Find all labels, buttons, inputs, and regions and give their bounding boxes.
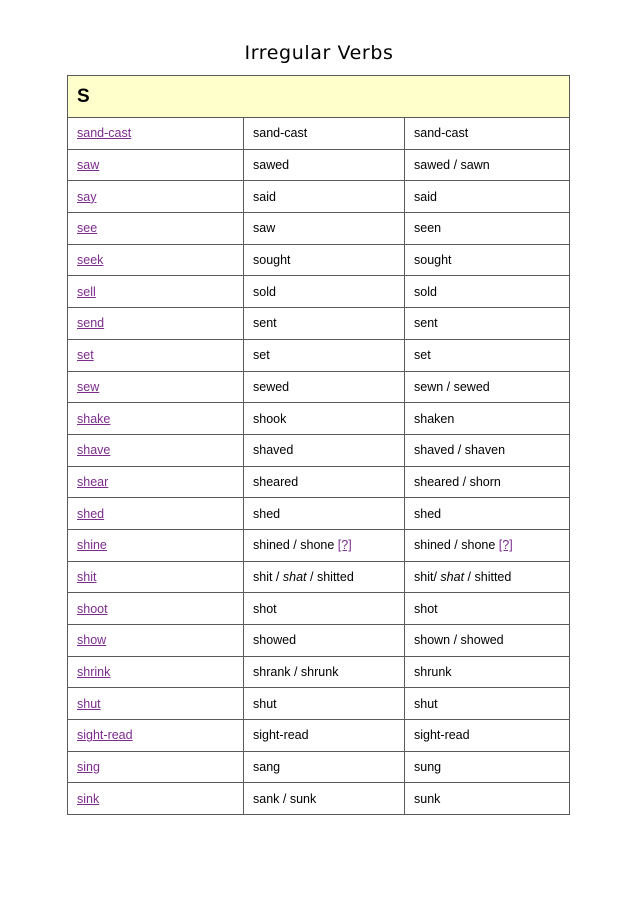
base-form-cell (68, 308, 244, 340)
past-simple-cell: shot (244, 593, 405, 625)
past-simple-cell: shook (244, 403, 405, 435)
past-participle-cell: seen (405, 213, 570, 245)
past-simple-cell: saw (244, 213, 405, 245)
past-participle-cell: shaved / shaven (405, 434, 570, 466)
verb-link[interactable]: sink (77, 791, 100, 806)
past-simple-cell: sang (244, 751, 405, 783)
past-participle-cell: shrunk (405, 656, 570, 688)
verb-link[interactable]: shine (77, 538, 107, 553)
table-row (68, 656, 570, 688)
reference-link[interactable]: [?] (498, 538, 513, 553)
base-form-cell (68, 783, 244, 815)
past-participle-cell: shown / showed (405, 625, 570, 657)
past-simple-cell: set (244, 339, 405, 371)
past-participle-cell: sheared / shorn (405, 466, 570, 498)
verb-link[interactable]: shoot (77, 601, 108, 616)
verb-link[interactable]: see (77, 221, 98, 236)
table-row (68, 149, 570, 181)
table-row (68, 751, 570, 783)
verb-table (67, 75, 570, 815)
verb-link[interactable]: shit (77, 569, 97, 584)
base-form-cell (68, 593, 244, 625)
base-form-cell (68, 688, 244, 720)
past-simple-cell: sought (244, 244, 405, 276)
past-participle-cell: sunk (405, 783, 570, 815)
past-simple-cell: shut (244, 688, 405, 720)
past-participle-text: shit/ (414, 569, 437, 584)
reference-link[interactable]: [?] (337, 538, 352, 553)
past-participle-cell: sung (405, 751, 570, 783)
table-row (68, 118, 570, 150)
section-letter: S (68, 76, 570, 118)
base-form-cell (68, 498, 244, 530)
past-participle-cell: shed (405, 498, 570, 530)
table-row (68, 625, 570, 657)
past-simple-cell: shed (244, 498, 405, 530)
past-participle-cell: sewn / sewed (405, 371, 570, 403)
verb-link[interactable]: shed (77, 506, 105, 521)
base-form-cell (68, 213, 244, 245)
past-simple-cell: said (244, 181, 405, 213)
past-participle-cell: sawed / sawn (405, 149, 570, 181)
past-simple-cell: shaved (244, 434, 405, 466)
past-simple-variant: shat (282, 569, 307, 584)
past-simple-cell: sewed (244, 371, 405, 403)
verb-link[interactable]: set (77, 348, 94, 363)
past-simple-cell: sank / sunk (244, 783, 405, 815)
past-simple-cell: sold (244, 276, 405, 308)
base-form-cell (68, 656, 244, 688)
base-form-cell (68, 720, 244, 752)
base-form-cell (68, 751, 244, 783)
past-simple-cell: sheared (244, 466, 405, 498)
base-form-cell (68, 118, 244, 150)
page-title: Irregular Verbs (244, 42, 394, 64)
table-row (68, 466, 570, 498)
table-row (68, 434, 570, 466)
table-row (68, 371, 570, 403)
past-simple-cell (244, 529, 405, 561)
verb-link[interactable]: shut (77, 696, 101, 711)
verb-link[interactable]: shrink (77, 665, 111, 680)
past-participle-cell: shaken (405, 403, 570, 435)
table-row (68, 688, 570, 720)
past-participle-text: shined / shone (414, 538, 496, 553)
table-row (68, 720, 570, 752)
past-participle-cell: sand-cast (405, 118, 570, 150)
past-participle-cell: shut (405, 688, 570, 720)
verb-link[interactable]: sing (77, 760, 100, 775)
past-simple-cell: showed (244, 625, 405, 657)
table-row (68, 498, 570, 530)
past-participle-cell: sight-read (405, 720, 570, 752)
past-participle-cell: set (405, 339, 570, 371)
table-row (68, 529, 570, 561)
table-row (68, 276, 570, 308)
past-participle-cell: sought (405, 244, 570, 276)
verb-link[interactable]: shear (77, 474, 109, 489)
table-row (68, 181, 570, 213)
past-participle-cell (405, 529, 570, 561)
past-simple-text: shit / (253, 569, 280, 584)
base-form-cell (68, 466, 244, 498)
table-row (68, 308, 570, 340)
past-participle-cell: shot (405, 593, 570, 625)
table-row (68, 213, 570, 245)
verb-link[interactable]: show (77, 633, 107, 648)
table-row (68, 593, 570, 625)
base-form-cell (68, 434, 244, 466)
base-form-cell (68, 276, 244, 308)
past-participle-text: / shitted (467, 569, 512, 584)
base-form-cell (68, 339, 244, 371)
verb-link[interactable]: sand-cast (77, 126, 132, 141)
past-simple-cell: sand-cast (244, 118, 405, 150)
base-form-cell (68, 529, 244, 561)
verb-link[interactable]: sell (77, 284, 96, 299)
verb-link[interactable]: shake (77, 411, 111, 426)
past-participle-variant: shat (440, 569, 465, 584)
verb-link[interactable]: sight-read (77, 728, 133, 743)
past-simple-cell: sent (244, 308, 405, 340)
past-participle-cell: sent (405, 308, 570, 340)
base-form-cell (68, 403, 244, 435)
verb-link[interactable]: seek (77, 253, 104, 268)
past-participle-cell: said (405, 181, 570, 213)
past-simple-cell: sawed (244, 149, 405, 181)
verb-link[interactable]: say (77, 189, 97, 204)
table-row (68, 403, 570, 435)
verb-link[interactable]: send (77, 316, 105, 331)
past-simple-text: / shitted (310, 569, 354, 584)
verb-link[interactable]: shave (77, 443, 111, 458)
table-row (68, 244, 570, 276)
past-simple-text: shined / shone (253, 538, 335, 553)
section-header-row (68, 76, 570, 118)
base-form-cell (68, 181, 244, 213)
past-participle-cell: sold (405, 276, 570, 308)
table-row (68, 783, 570, 815)
past-simple-cell (244, 561, 405, 593)
past-simple-cell: shrank / shrunk (244, 656, 405, 688)
base-form-cell (68, 625, 244, 657)
verb-link[interactable]: sew (77, 379, 100, 394)
base-form-cell (68, 244, 244, 276)
base-form-cell (68, 149, 244, 181)
base-form-cell (68, 371, 244, 403)
verb-link[interactable]: saw (77, 158, 100, 173)
table-row (68, 339, 570, 371)
table-row (68, 561, 570, 593)
past-participle-cell (405, 561, 570, 593)
past-simple-cell: sight-read (244, 720, 405, 752)
base-form-cell (68, 561, 244, 593)
